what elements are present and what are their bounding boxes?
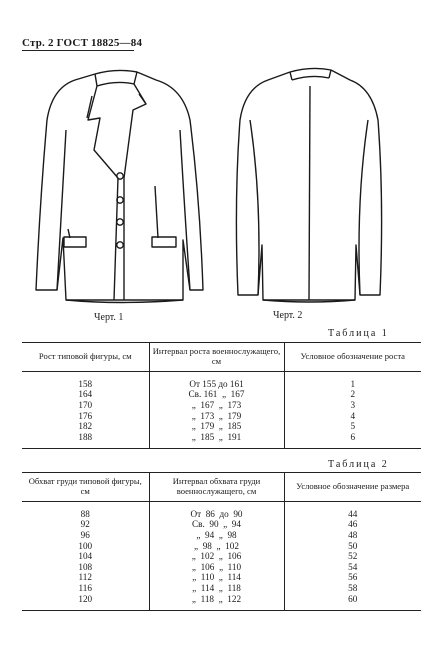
table-cell: 92: [80, 519, 90, 530]
table-cell: 46: [284, 519, 421, 530]
table2-header-row: [22, 473, 421, 502]
table-cell: 56: [284, 572, 421, 583]
table-cell: „ 185 „ 191: [149, 432, 284, 449]
table-cell: 6: [284, 432, 421, 449]
table-cell: „ 167 „ 173: [149, 400, 284, 411]
table-cell: 60: [284, 594, 421, 611]
page-header: Стр. 2 ГОСТ 18825—84: [22, 37, 143, 49]
table1-title: Таблица 1: [328, 328, 389, 339]
table2-header-cell: Условное обозначение размера: [284, 473, 421, 502]
table-cell: 48: [284, 530, 421, 541]
table-cell: 54: [284, 562, 421, 573]
table-cell: „ 98 „ 102: [149, 541, 284, 552]
table1-header-cell: Интервал роста военнослужащего, см: [149, 343, 284, 372]
table-cell: 44: [284, 501, 421, 519]
table-cell: „ 106 „ 110: [149, 562, 284, 573]
table2-row: [22, 530, 421, 541]
table1-row: [22, 371, 421, 389]
table-cell: „ 102 „ 106: [149, 551, 284, 562]
table-cell: 50: [284, 541, 421, 552]
table2-row: [22, 541, 421, 552]
table2-row: [22, 572, 421, 583]
table2-row: [22, 594, 421, 611]
table-cell: „ 118 „ 122: [149, 594, 284, 611]
figure-2-caption: Черт. 2: [273, 310, 303, 321]
table-cell: 2: [284, 389, 421, 400]
table-cell: 3: [284, 400, 421, 411]
table-cell: 112: [78, 572, 92, 583]
table-cell: „ 173 „ 179: [149, 411, 284, 422]
table1-header-cell: Рост типовой фигуры, см: [38, 350, 132, 361]
table2-row: [22, 562, 421, 573]
jacket-back-drawing: [236, 68, 381, 302]
table-cell: Св. 161 „ 167: [149, 389, 284, 400]
table1-row: [22, 411, 421, 422]
table-cell: 5: [284, 421, 421, 432]
table1: [22, 342, 421, 449]
table2: [22, 472, 421, 611]
table-cell: 176: [78, 410, 93, 421]
table-cell: „ 114 „ 118: [149, 583, 284, 594]
figure-1-caption: Черт. 1: [94, 312, 124, 323]
table-cell: 58: [284, 583, 421, 594]
table-cell: 108: [78, 561, 93, 572]
table-cell: 182: [78, 421, 93, 432]
table1-header-cell: Условное обозначение роста: [284, 343, 421, 372]
table-cell: „ 179 „ 185: [149, 421, 284, 432]
table1-header-row: [22, 343, 421, 372]
table-cell: Св. 90 „ 94: [149, 519, 284, 530]
table-cell: 96: [80, 529, 90, 540]
table-cell: 116: [78, 582, 92, 593]
table-cell: 1: [284, 371, 421, 389]
table-cell: 100: [78, 540, 93, 551]
table1-row: [22, 421, 421, 432]
table2-row: [22, 583, 421, 594]
table-cell: От 86 до 90: [149, 501, 284, 519]
table-cell: 164: [78, 389, 93, 400]
table2-header-cell: Обхват груди типовой фигуры, см: [28, 476, 142, 496]
table-cell: 104: [78, 551, 93, 562]
jacket-front-drawing: [36, 70, 203, 302]
table-cell: 52: [284, 551, 421, 562]
table-cell: „ 110 „ 114: [149, 572, 284, 583]
table-cell: 120: [78, 593, 93, 604]
table1-row: [22, 432, 421, 449]
table-cell: „ 94 „ 98: [149, 530, 284, 541]
table2-row: [22, 501, 421, 519]
table-cell: 88: [80, 508, 90, 519]
table2-row: [22, 519, 421, 530]
table2-header-cell: Интервал обхвата груди военнослужащего, см: [149, 473, 284, 502]
table-cell: От 155 до 161: [149, 371, 284, 389]
table-cell: 4: [284, 411, 421, 422]
table1-row: [22, 400, 421, 411]
table1-row: [22, 389, 421, 400]
table-cell: 158: [78, 378, 93, 389]
table-cell: 170: [78, 399, 93, 410]
table2-row: [22, 551, 421, 562]
table-cell: 188: [78, 431, 93, 442]
table2-title: Таблица 2: [328, 459, 389, 470]
